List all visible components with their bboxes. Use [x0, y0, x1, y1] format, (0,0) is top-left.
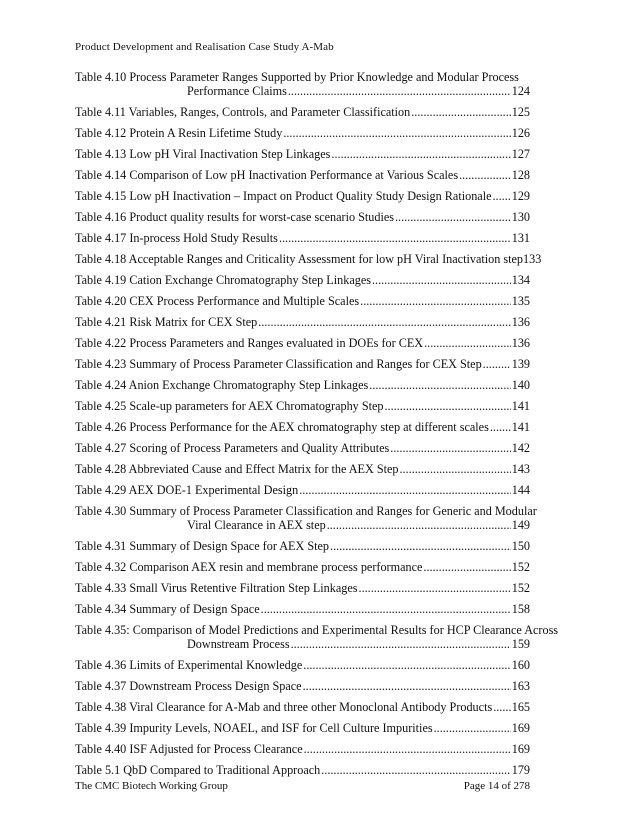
- toc-entry-label: Table 4.25 Scale-up parameters for AEX Chromatography Step: [75, 399, 384, 413]
- toc-entry[interactable]: [75, 252, 575, 266]
- toc-entry-label: Table 4.38 Viral Clearance for A-Mab and three other Monoclonal Antibody Products: [75, 700, 493, 714]
- toc-entry-page: 131: [511, 231, 530, 245]
- toc-entry[interactable]: [75, 294, 530, 308]
- toc-entry-label: Table 4.30 Summary of Process Parameter Classification and Ranges for Generic and Modular: [75, 504, 537, 518]
- toc-entry[interactable]: [75, 679, 530, 693]
- toc-entry[interactable]: [75, 623, 558, 651]
- toc-entry-page: 152: [511, 581, 530, 595]
- toc-entry-page: 129: [511, 189, 530, 203]
- dot-leader: [258, 315, 510, 329]
- toc-entry-page: 160: [511, 658, 530, 672]
- toc-entry-page: 130: [511, 210, 530, 224]
- toc-entry-page: 152: [511, 560, 530, 574]
- toc-entry-label-continued: Downstream Process: [187, 637, 290, 651]
- toc-entry-page: 128: [511, 168, 530, 182]
- toc-entry-page: 141: [511, 420, 530, 434]
- toc-entry-page: 144: [511, 483, 530, 497]
- toc-entry-page: 169: [511, 742, 530, 756]
- toc-entry-label: Table 4.40 ISF Adjusted for Process Clearance: [75, 742, 303, 756]
- toc-entry[interactable]: [75, 441, 530, 455]
- toc-entry-page: 136: [511, 336, 530, 350]
- toc-entry-page: 124: [511, 84, 530, 98]
- toc-entry-page: 143: [511, 462, 530, 476]
- dot-leader: [327, 518, 511, 532]
- toc-entry[interactable]: [75, 658, 530, 672]
- toc-entry-page: 135: [511, 294, 530, 308]
- toc-entry-page: 150: [511, 539, 530, 553]
- toc-entry-page: 139: [511, 357, 530, 371]
- toc-entry-page: 126: [511, 126, 530, 140]
- toc-entry[interactable]: [75, 126, 530, 140]
- toc-entry-page: 140: [511, 378, 530, 392]
- dot-leader: [283, 126, 510, 140]
- dot-leader: [304, 742, 511, 756]
- toc-entry[interactable]: [75, 399, 530, 413]
- dot-leader: [490, 420, 511, 434]
- toc-entry-label: Table 4.37 Downstream Process Design Space: [75, 679, 302, 693]
- toc-entry[interactable]: [75, 721, 530, 735]
- dot-leader: [303, 658, 510, 672]
- toc-entry[interactable]: [75, 602, 530, 616]
- dot-leader: [411, 105, 510, 119]
- toc-entry-label: Table 4.17 In-process Hold Study Results: [75, 231, 278, 245]
- toc-entry[interactable]: [75, 504, 537, 532]
- toc-entry-label: Table 4.19 Cation Exchange Chromatography Step Linkages: [75, 273, 371, 287]
- dot-leader: [493, 700, 511, 714]
- footer-page-number: Page 14 of 278: [463, 780, 530, 792]
- toc-entry[interactable]: [75, 700, 530, 714]
- toc-entry-label: Table 4.26 Process Performance for the AEX chromatography step at different scales: [75, 420, 489, 434]
- toc-entry[interactable]: [75, 70, 530, 98]
- toc-entry[interactable]: [75, 420, 530, 434]
- toc-entry-page: 125: [511, 105, 530, 119]
- dot-leader: [384, 399, 510, 413]
- toc-entry[interactable]: [75, 105, 530, 119]
- dot-leader: [279, 231, 511, 245]
- toc-entry-page: 163: [511, 679, 530, 693]
- toc-entry-label: Table 4.16 Product quality results for worst-case scenario Studies: [75, 210, 394, 224]
- toc-entry-label: Table 4.36 Limits of Experimental Knowledge: [75, 658, 303, 672]
- toc-entry-page: 165: [511, 700, 530, 714]
- dot-leader: [434, 721, 511, 735]
- toc-entry[interactable]: [75, 273, 530, 287]
- toc-entry-page: 136: [511, 315, 530, 329]
- toc-entry-page: 158: [511, 602, 530, 616]
- toc-entry[interactable]: [75, 336, 530, 350]
- dot-leader: [360, 294, 511, 308]
- toc-entry-label: Table 4.20 CEX Process Performance and Multiple Scales: [75, 294, 360, 308]
- toc-entry[interactable]: [75, 742, 530, 756]
- toc-entry[interactable]: [75, 147, 530, 161]
- dot-leader: [459, 168, 511, 182]
- toc-entry-label: Table 4.31 Summary of Design Space for AEX Step: [75, 539, 330, 553]
- toc-entry-label: Table 4.27 Scoring of Process Parameters and Quality Attributes: [75, 441, 390, 455]
- toc-entry-label: Table 4.10 Process Parameter Ranges Supported by Prior Knowledge and Modular Process: [75, 70, 519, 84]
- toc-entry-label: Table 4.39 Impurity Levels, NOAEL, and ISF for Cell Culture Impurities: [75, 721, 433, 735]
- toc-entry[interactable]: [75, 539, 530, 553]
- toc-entry-label-continued: Viral Clearance in AEX step: [187, 518, 326, 532]
- dot-leader: [395, 210, 511, 224]
- toc-entry-page: 142: [511, 441, 530, 455]
- dot-leader: [331, 147, 510, 161]
- toc-entry[interactable]: [75, 168, 530, 182]
- toc-entry-label: Table 4.11 Variables, Ranges, Controls, and Parameter Classification: [75, 105, 411, 119]
- toc-entry[interactable]: [75, 483, 530, 497]
- running-header: Product Development and Realisation Case Study A-Mab: [75, 41, 334, 53]
- toc-entry-label: Table 4.34 Summary of Design Space: [75, 602, 260, 616]
- dot-leader: [400, 462, 511, 476]
- toc-entry-page: 133: [523, 252, 542, 266]
- toc-entry-label: Table 4.28 Abbreviated Cause and Effect Matrix for the AEX Step: [75, 462, 399, 476]
- toc-entry[interactable]: [75, 581, 530, 595]
- toc-entry-label: Table 4.18 Acceptable Ranges and Criticality Assessment for low pH Viral Inactivation step: [75, 252, 524, 266]
- toc-entry-label: Table 4.32 Comparison AEX resin and membrane process performance: [75, 560, 423, 574]
- toc-entry[interactable]: [75, 560, 530, 574]
- dot-leader: [372, 273, 511, 287]
- toc-entry-label: Table 5.1 QbD Compared to Traditional Approach: [75, 763, 321, 777]
- dot-leader: [261, 602, 511, 616]
- toc-entry-page: 149: [511, 518, 530, 532]
- page-footer: [75, 780, 530, 792]
- toc-entry-label: Table 4.21 Risk Matrix for CEX Step: [75, 315, 258, 329]
- dot-leader: [369, 378, 510, 392]
- toc-entry[interactable]: [75, 357, 530, 371]
- toc-entry-label-continued: Performance Claims: [187, 84, 287, 98]
- dot-leader: [390, 441, 510, 455]
- toc-entry-label: Table 4.22 Process Parameters and Ranges evaluated in DOEs for CEX: [75, 336, 424, 350]
- toc-entry[interactable]: [75, 378, 530, 392]
- dot-leader: [330, 539, 511, 553]
- toc-entry[interactable]: [75, 763, 530, 777]
- toc-entry[interactable]: [75, 462, 530, 476]
- footer-organization: The CMC Biotech Working Group: [75, 780, 228, 792]
- dot-leader: [423, 560, 510, 574]
- toc-entry-page: 141: [511, 399, 530, 413]
- toc-entry[interactable]: [75, 315, 530, 329]
- dot-leader: [483, 357, 511, 371]
- toc-entry-page: 134: [511, 273, 530, 287]
- dot-leader: [288, 84, 511, 98]
- dot-leader: [424, 336, 511, 350]
- toc-entry-label: Table 4.12 Protein A Resin Lifetime Study: [75, 126, 283, 140]
- dot-leader: [321, 763, 510, 777]
- toc-entry-label: Table 4.24 Anion Exchange Chromatography Step Linkages: [75, 378, 369, 392]
- dot-leader: [291, 637, 511, 651]
- toc-entry-page: 159: [511, 637, 530, 651]
- toc-entry-label: Table 4.13 Low pH Viral Inactivation Step Linkages: [75, 147, 331, 161]
- toc-entry-label: Table 4.14 Comparison of Low pH Inactivation Performance at Various Scales: [75, 168, 459, 182]
- dot-leader: [303, 679, 511, 693]
- toc-entry-page: 169: [511, 721, 530, 735]
- toc-entry-page: 179: [511, 763, 530, 777]
- toc-entry-page: 127: [511, 147, 530, 161]
- toc-entry-label: Table 4.29 AEX DOE-1 Experimental Design: [75, 483, 299, 497]
- toc-entry[interactable]: [75, 210, 530, 224]
- toc-entry-label: Table 4.33 Small Virus Retentive Filtration Step Linkages: [75, 581, 358, 595]
- dot-leader: [359, 581, 511, 595]
- toc-entry[interactable]: [75, 189, 530, 203]
- toc-entry-label: Table 4.15 Low pH Inactivation – Impact on Product Quality Study Design Rationale: [75, 189, 492, 203]
- dot-leader: [299, 483, 511, 497]
- toc-entry-label: Table 4.35: Comparison of Model Predictions and Experimental Results for HCP Clearance Across: [75, 623, 559, 637]
- toc-entry-label: Table 4.23 Summary of Process Parameter Classification and Ranges for CEX Step: [75, 357, 482, 371]
- dot-leader: [493, 189, 511, 203]
- toc-entry[interactable]: [75, 231, 530, 245]
